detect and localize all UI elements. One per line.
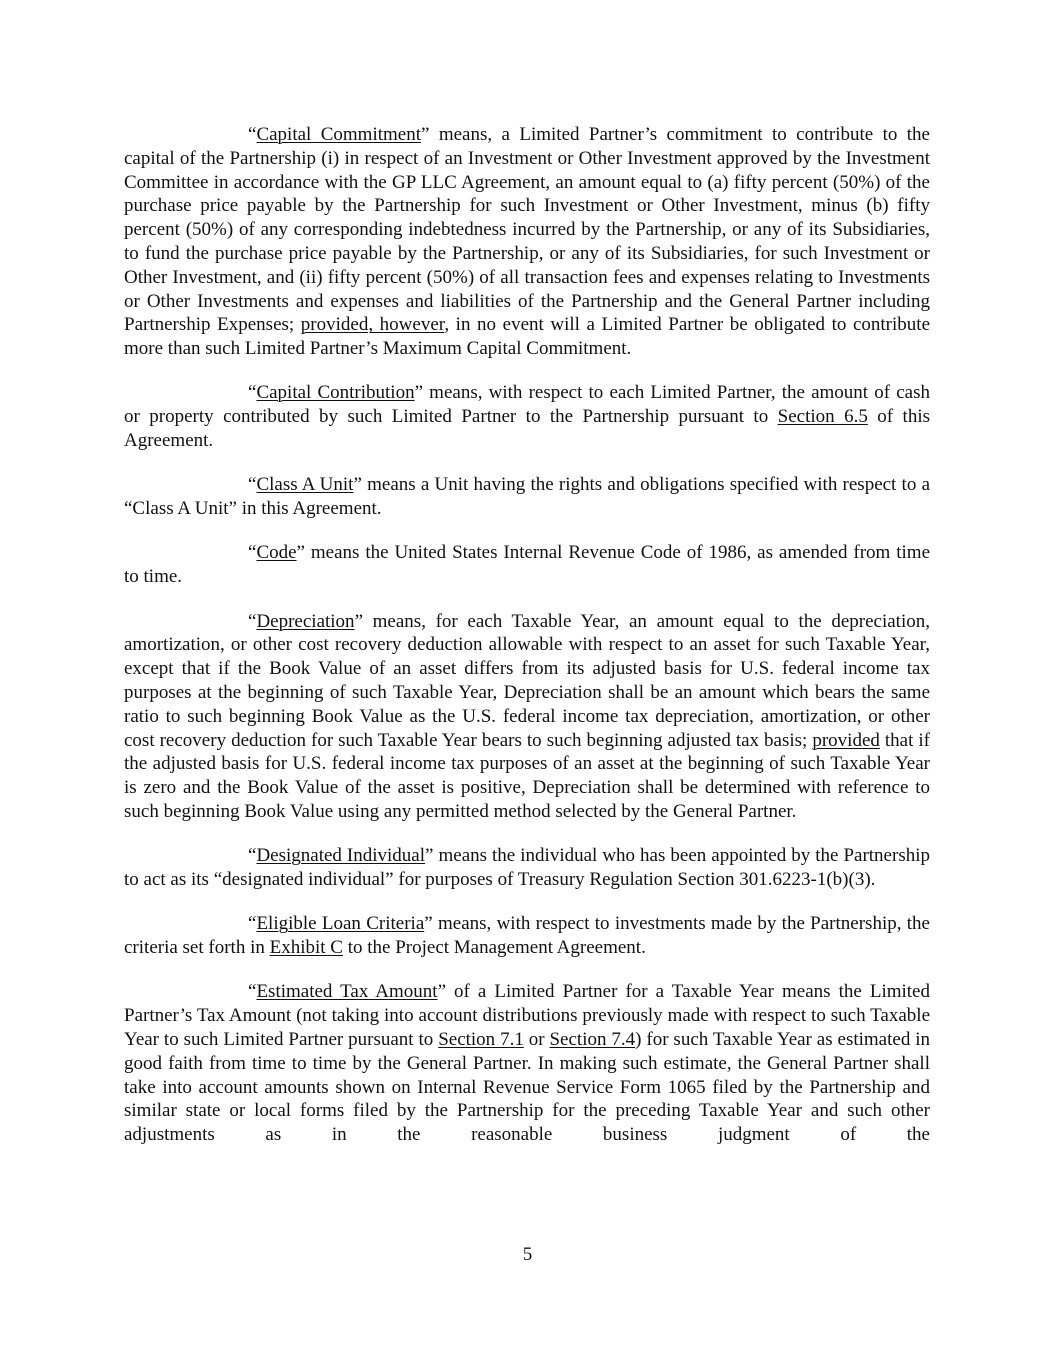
- definition-text: “: [248, 474, 257, 496]
- definition-capital-commitment: [124, 123, 930, 361]
- definition-eligible-loan-criteria: [124, 912, 930, 960]
- definition-depreciation: [124, 610, 930, 824]
- definition-text: ” means, with respect to investments made by the Partnership, the criteria set forth in: [124, 913, 930, 959]
- definition-text: ” of a Limited Partner for a Taxable Year means the Limited Partner’s Tax Amount (not taking into account distributions previously made with respect to such Taxable Year to such Limited Partner pursuant to: [124, 981, 930, 1050]
- defined-term: Depreciation: [256, 610, 355, 632]
- defined-term: provided, however: [300, 314, 445, 336]
- definition-text: ” means a Unit having the rights and obligations specified with respect to a “Class A Unit” in this Agreement.: [124, 474, 930, 520]
- defined-term: Designated Individual: [256, 845, 426, 867]
- defined-term: Code: [256, 542, 297, 564]
- defined-term: Capital Contribution: [256, 382, 415, 404]
- definition-text: “: [248, 382, 257, 404]
- definition-text: or: [523, 1029, 550, 1050]
- definition-text: “: [248, 913, 257, 935]
- definition-text: ” means, for each Taxable Year, an amount equal to the depreciation, amortization, or other cost recovery deduction allowable with respect to an asset for such Taxable Year, except that if the Book Value of an asset differs from its adjusted basis for U.S. federal income tax purposes at the beginning of such Taxable Year, Depreciation shall be an amount which bears the same ratio to such beginning Book Value as the U.S. federal income tax depreciation, amortization, or other cost recovery deduction for such Taxable Year bears to such beginning adjusted tax basis;: [124, 610, 930, 751]
- defined-term: Capital Commitment: [256, 124, 421, 145]
- definition-text: ” means, a Limited Partner’s commitment to contribute to the capital of the Partnership (i) in respect of an Investment or Other Investment approved by the Investment Committee in accordance with the GP LLC Agreement, an amount equal to (a) fifty percent (50%) of the purchase price payable by the Partnership for such Investment or Other Investment, minus (b) fifty percent (50%) of any corresponding indebtedness incurred by the Partnership, or any of its Subsidiaries, to fund the purchase price payable by the Partnership, or any of its Subsidiaries, for such Investment or Other Investment, and (ii) fifty percent (50%) of all transaction fees and expenses relating to Investments or Other Investments and expenses and liabilities of the Partnership and the General Partner including Partnership Expenses;: [124, 124, 930, 336]
- cross-reference-link[interactable]: Section 7.1: [438, 1029, 524, 1050]
- defined-term: provided: [812, 729, 880, 751]
- cross-reference-link[interactable]: Exhibit C: [269, 937, 343, 959]
- definition-text: ” means the individual who has been appointed by the Partnership to act as its “designated individual” for purposes of Treasury Regulation Section 301.6223-1(b)(3).: [124, 845, 930, 891]
- definition-capital-contribution: [124, 381, 930, 452]
- definition-class-a-unit: [124, 473, 930, 521]
- definition-text: of this Agreement.: [124, 406, 930, 452]
- definition-text: ” means, with respect to each Limited Partner, the amount of cash or property contributed by such Limited Partner to the Partnership pursuant to: [124, 382, 930, 428]
- definition-text: , in no event will a Limited Partner be obligated to contribute more than such Limited Partner’s Maximum Capital Commitment.: [124, 314, 931, 360]
- document-body: [124, 123, 930, 1147]
- definition-text: “: [248, 845, 257, 867]
- definition-designated-individual: [124, 844, 930, 892]
- definition-text: “: [248, 124, 257, 145]
- definition-code: [124, 541, 930, 589]
- cross-reference-link[interactable]: Section 7.4: [549, 1029, 636, 1050]
- definition-text: “: [248, 542, 257, 564]
- defined-term: Class A Unit: [256, 474, 354, 496]
- defined-term: Eligible Loan Criteria: [256, 913, 425, 935]
- definition-text: to the Project Management Agreement.: [342, 937, 646, 959]
- definition-estimated-tax-amount: [124, 980, 930, 1147]
- cross-reference-link[interactable]: Section 6.5: [777, 406, 868, 428]
- defined-term: Estimated Tax Amount: [256, 981, 438, 1003]
- definition-text: ” means the United States Internal Revenue Code of 1986, as amended from time to time.: [124, 542, 930, 588]
- definition-text: “: [248, 610, 257, 632]
- definition-text: that if the adjusted basis for U.S. federal income tax purposes of an asset at the beginning of such Taxable Year is zero and the Book Value of the asset is positive, Depreciation shall be determined with reference to such beginning Book Value using any permitted method selected by the General Partner.: [124, 729, 930, 822]
- definition-text: ) for such Taxable Year as estimated in good faith from time to time by the General Partner. In making such estimate, the General Partner shall take into account amounts shown on Internal Revenue Service Form 1065 filed by the Partnership and similar state or local forms filed by the Partnership for the preceding Taxable Year and such other adjustments as in the reasonable business judgment of the: [124, 1029, 931, 1146]
- page-number: 5: [522, 1244, 533, 1265]
- definition-text: “: [248, 981, 257, 1003]
